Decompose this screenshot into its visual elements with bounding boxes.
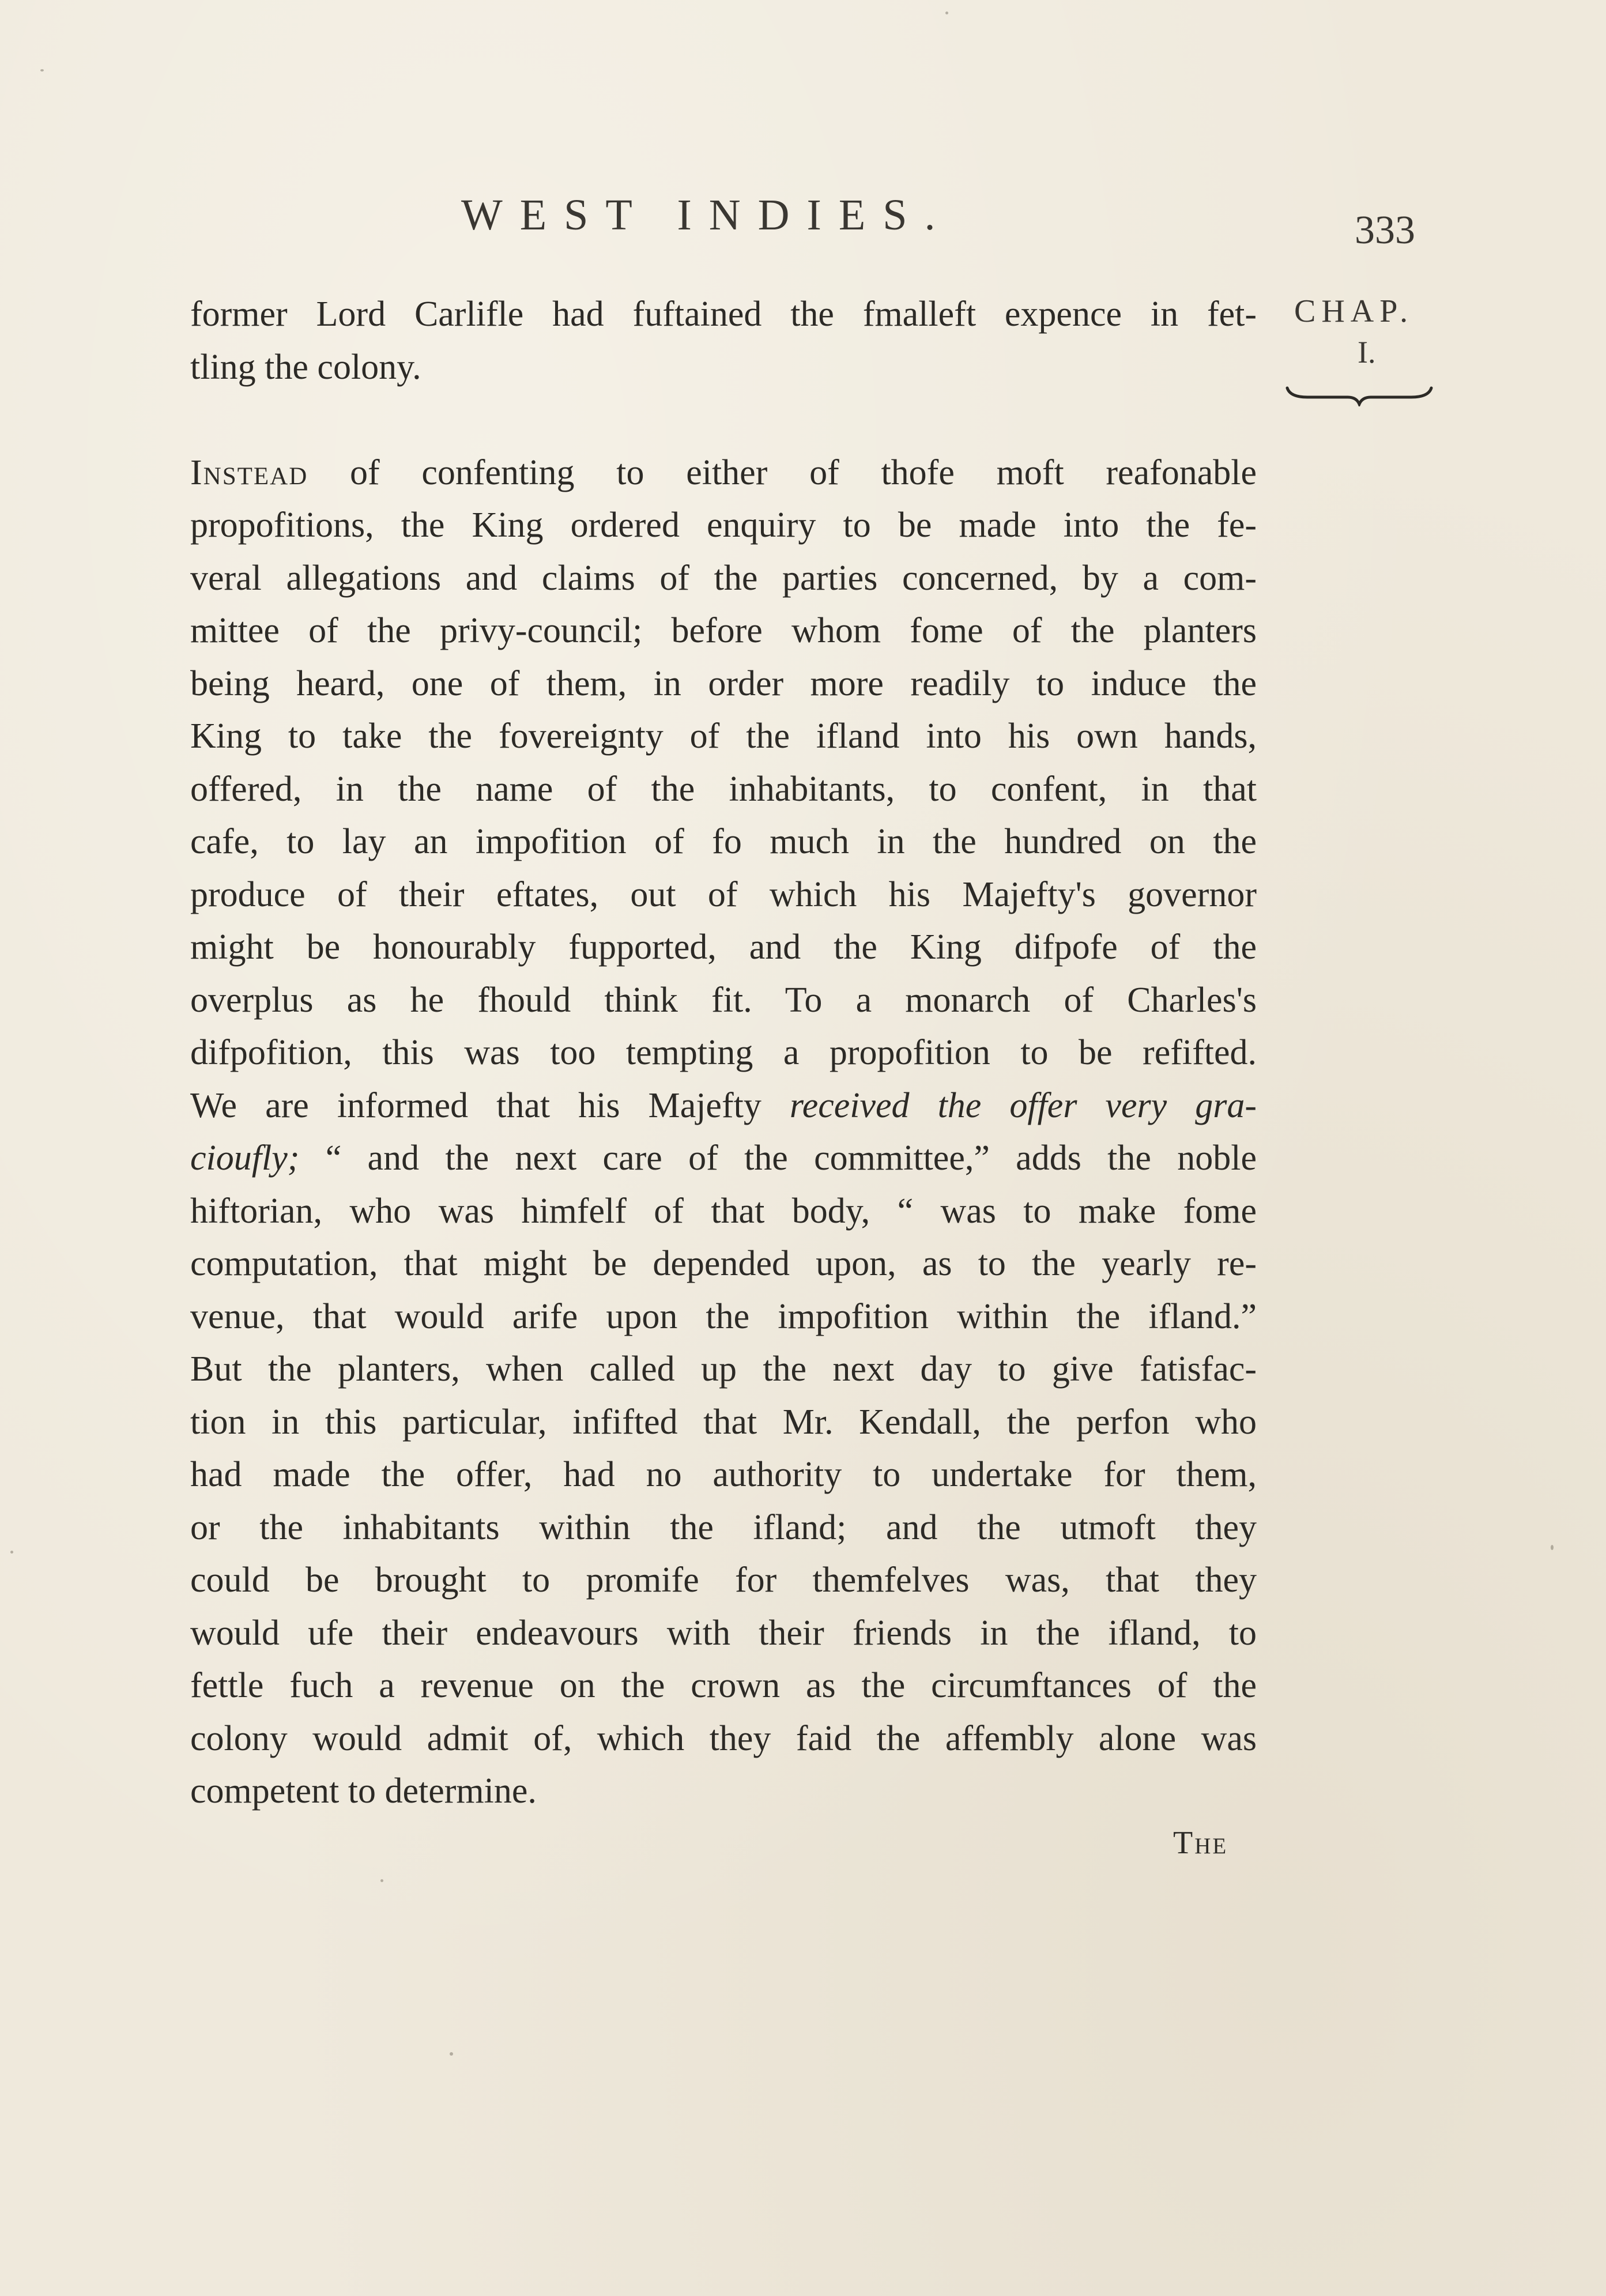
line-text: difpofition, this was too tempting a propofition to be refifted. [190,1033,1257,1072]
italic-text: cioufly; [190,1138,300,1178]
line-text: King to take the fovereignty of the ifland into his own hands, [190,717,1257,756]
paper-speck [1551,1545,1554,1550]
line-text: offered, in the name of the inhabitants, to confent, in that [190,769,1257,809]
text-line [190,499,1257,552]
catchword: The [1173,1825,1228,1861]
text-line [190,869,1257,922]
text-line [190,1502,1257,1555]
line-text: veral allegations and claims of the parties concerned, by a com- [190,558,1257,598]
line-text: overplus as he fhould think fit. To a monarch of Charles's [190,980,1257,1020]
line-text: mittee of the privy-council; before whom fome of the planters [190,611,1257,650]
line-text: tling the colony. [190,347,421,387]
text-line [190,1185,1257,1238]
text-line [190,1713,1257,1766]
text-line [190,710,1257,763]
chapter-number: I. [1358,335,1376,370]
text-line [190,1238,1257,1291]
line-text: cafe, to lay an impofition of fo much in the hundred on the [190,822,1257,861]
italic-text: received the offer very gra- [789,1085,1257,1125]
text-line [190,1080,1257,1133]
text-line [190,658,1257,711]
text-line [190,1027,1257,1080]
text-line [190,1660,1257,1713]
text-line [190,1291,1257,1344]
text-line [190,1554,1257,1607]
body-text [190,288,1257,1818]
text-line [190,1132,1257,1185]
running-title: WEST INDIES. [461,191,953,239]
text-line [190,974,1257,1027]
line-text: of confenting to either of thofe moft reafonable [308,453,1257,492]
paragraph-gap [190,394,1257,447]
text-line [190,1607,1257,1660]
chapter-label: CHAP. [1294,293,1414,329]
line-text: would ufe their endeavours with their friends in the ifland, to [190,1613,1257,1653]
paper-speck [380,1879,383,1882]
paper-speck [40,69,44,71]
text-line [190,447,1257,500]
text-line [190,816,1257,869]
text-line [190,605,1257,658]
line-text: colony would admit of, which they faid the affembly alone was [190,1718,1257,1758]
text-line [190,1343,1257,1396]
line-text: hiftorian, who was himfelf of that body, “ was to make fome [190,1191,1257,1231]
line-text: propofitions, the King ordered enquiry to be made into the fe- [190,506,1257,545]
line-text: fettle fuch a revenue on the crown as the circumftances of the [190,1666,1257,1705]
paper-speck [450,2052,453,2056]
paper-speck [10,1551,13,1554]
page-number: 333 [1355,208,1415,252]
text-line [190,1765,1257,1818]
line-text: venue, that would arife upon the impofition within the ifland.” [190,1296,1257,1336]
line-text: We are informed that his Majefty [190,1085,790,1125]
line-text: But the planters, when called up the next day to give fatisfac- [190,1349,1257,1389]
line-text: had made the offer, had no authority to undertake for them, [190,1455,1257,1494]
text-line [190,341,1257,394]
text-line [190,1396,1257,1449]
line-text: tion in this particular, infifted that Mr. Kendall, the perfon who [190,1402,1257,1442]
text-line [190,1449,1257,1502]
paper-speck [945,12,948,14]
chapter-brace-ornament [1284,383,1434,406]
line-text: competent to determine. [190,1771,537,1811]
line-text: computation, that might be depended upon, as to the yearly re- [190,1244,1257,1283]
line-text: might be honourably fupported, and the King difpofe of the [190,928,1257,967]
paragraph-opening-word: Instead [190,453,308,492]
line-text: “ and the next care of the committee,” adds the noble [299,1138,1257,1178]
text-line [190,921,1257,974]
text-line [190,763,1257,816]
line-text: being heard, one of them, in order more readily to induce the [190,663,1257,703]
text-line [190,288,1257,341]
text-line [190,552,1257,605]
line-text: could be brought to promife for themfelves was, that they [190,1560,1257,1600]
line-text: produce of their eftates, out of which his Majefty's governor [190,874,1257,914]
line-text: or the inhabitants within the ifland; and the utmoft they [190,1507,1257,1547]
line-text: former Lord Carlifle had fuftained the fmalleft expence in fet- [190,295,1257,334]
